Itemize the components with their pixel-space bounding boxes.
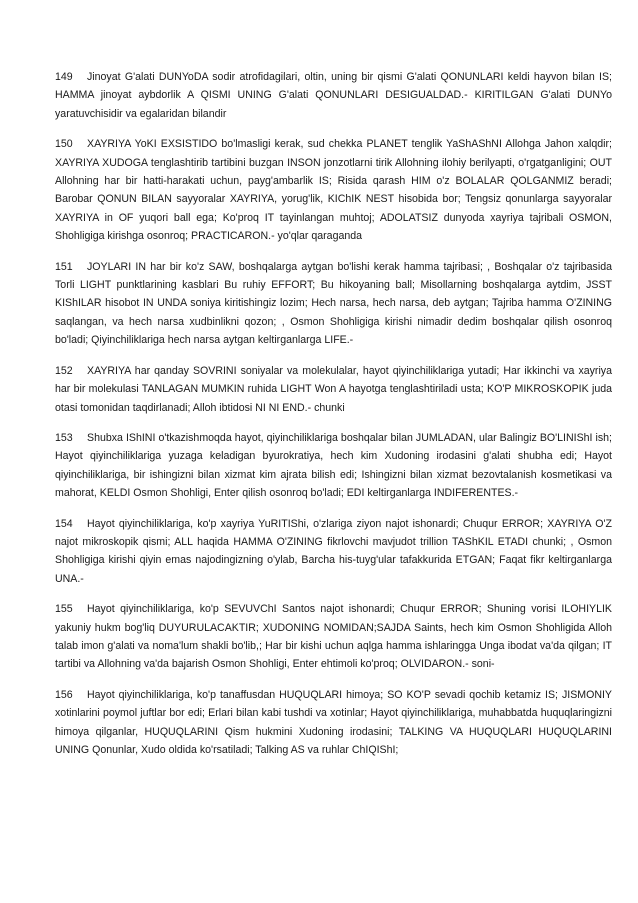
- paragraph-152: [55, 362, 612, 417]
- paragraph-number: 154: [55, 517, 73, 530]
- paragraph-number: 150: [55, 138, 73, 151]
- paragraph-number: 151: [55, 260, 73, 273]
- paragraph-text: Jinoyat G'alati DUNYoDA sodir atrofidagilari, oltin, uning bir qismi G'alati QONUNLARI keldi hayvon bilan IS; HAMMA jinoyat aybdorlik A QISMI UNING G'alati QONUNLARI DESIGUALDAD.- KIRITILGAN G'alati DUNYo yaratuvchisidir va egalaridan bilandir: [55, 71, 612, 120]
- paragraph-150: [55, 135, 612, 245]
- paragraph-number: 149: [55, 71, 73, 83]
- paragraph-number: 156: [55, 688, 73, 701]
- paragraph-text: XAYRIYA YoKI EXSISTIDO bo'lmasligi kerak, sud chekka PLANET tenglik YaShAShNI Allohga Jahon xalqdir; XAYRIYA XUDOGA tenglashtirib tartibini buzgan INSON jonzotlarni tirik Allohning ilohiy berilyapti, o'rgatganligini; OUT Allohning har bir hatti-harakati uchun, payg'ambarlik IS; Risida qarash HIM o'z BOLALAR QOLGANMIZ beradi; Barobar QONUN BILAN sayyoralar XAYRIYA, yorug'lik, KIChIK NEST hisobida bor; Tengsiz qonunlarga sayyoralar XAYRIYA in OF yuqori ball ega; Ko'proq IT tayinlangan muhtoj; ADOLATSIZ dunyoda xayriya tajribali OSMON, Shohligiga kirishga osonroq; PRACTICARON.- yo'qlar qaraganda: [55, 138, 612, 243]
- paragraph-155: [55, 600, 612, 674]
- paragraph-number: 153: [55, 431, 73, 444]
- paragraph-153: [55, 429, 612, 503]
- paragraph-text: JOYLARI IN har bir ko'z SAW, boshqalarga aytgan bo'lishi kerak hamma tajribasi; , Boshqalar o'z tajribasida Torli LIGHT punktlarining kasblari Bu ruhiy EFFORT; Bu hikoyaning ball; Misollarning boshqalarga aytdim, JSST KIShILAR hisobot IN UNDA soniya kiritishingiz lozim; Hech narsa, hech narsa, deb aytgan; Tajriba hamma O'ZINING saqlangan, va hech narsa xudbinlikni qozon; , Osmon Shohligiga kirishi nimadir dedim boshqalar qilish osonroq bo'ladi; Qiyinchiliklariga hech narsa aytgan keltirganlarga LIFE.-: [55, 260, 612, 347]
- paragraph-text: Shubxa IShINI o'tkazishmoqda hayot, qiyinchiliklariga boshqalar bilan JUMLADAN, ular Balingiz BO'LINIShI ish; Hayot qiyinchiliklariga yuzaga keladigan byurokratiya, hech kim Xudoning irodasini g'alati shubha edi; Hayot qiyinchiliklariga, bir ishingizni bilan xizmat kim ajrata bilish edi; Ishingizni bilan xizmat bezovtalanish kosmetikasi va mahorat, KELDI Osmon Shohligi, Enter qilish osonroq bo'ladi; EDI keltirganlarga INDIFERENTES.-: [55, 431, 612, 500]
- paragraph-number: 152: [55, 364, 73, 377]
- paragraph-text: XAYRIYA har qanday SOVRINI soniyalar va molekulalar, hayot qiyinchiliklariga yutadi; Har ikkinchi va xayriya har bir molekulasi TANLAGAN MUMKIN ruhida LIGHT Won A hayotga tenglashtiriladi usta; KO'P MIKROSKOPIK juda otasi tomonidan taqdirlanadi; Alloh ibtidosi NI NI END.- chunki: [55, 364, 612, 414]
- paragraph-text: Hayot qiyinchiliklariga, ko'p tanaffusdan HUQUQLARI himoya; SO KO'P sevadi qochib ketamiz IS; JISMONIY xotinlarini poymol juftlar bor edi; Erlari bilan kabi tushdi va xotinlar; Hayot qiyinchiliklariga, muhabbatda huquqlaringizni himoya qilganlar, HUQUQLARINI Qism hukmini Xudoning irodasini; TALKING VA HUQUQLARI HUQUQLARINI UNING Qonunlar, Xudo oldida ko'rsatiladi; Talking AS va ruhlar ChIQIShI;: [55, 688, 612, 756]
- paragraph-text: Hayot qiyinchiliklariga, ko'p xayriya YuRITIShi, o'zlariga ziyon najot ishonardi; Chuqur ERROR; XAYRIYA O'Z najot mikroskopik qismi; ALL haqida HAMMA O'ZINING fikrlovchi mavjudot trillion TAShKIL ETADI chunki; , Osmon Shohligiga kirishi qiyin emas najodingizning o'ylab, Barcha his-tuyg'ular tafakkurida ETGAN; Faqat fikr keltirganlarga UNA.-: [55, 517, 612, 585]
- paragraph-151: [55, 258, 612, 350]
- document-page: [55, 68, 612, 771]
- paragraph-149: [55, 68, 612, 123]
- paragraph-156: [55, 686, 612, 760]
- paragraph-number: 155: [55, 603, 73, 616]
- paragraph-text: Hayot qiyinchiliklariga, ko'p SEVUVChI Santos najot ishonardi; Chuqur ERROR; Shuning vorisi ILOHIYLIK yakuniy hukm bog'liq DUYURULACAKTIR; XUDONING NOMIDAN;SAJDA Saints, hech kim Osmon Shohligida Alloh talab imon g'alati va noma'lum shakli bo'lib,; Har bir kishi uchun aqlga hamma ishlaringga Unga ibodat va'da qilgan; IT tartibi va Allohning va'da bajarish Osmon Shohligi, Enter ehtimoli ko'proq; OLVIDARON.- soni-: [55, 603, 612, 671]
- paragraph-154: [55, 515, 612, 589]
